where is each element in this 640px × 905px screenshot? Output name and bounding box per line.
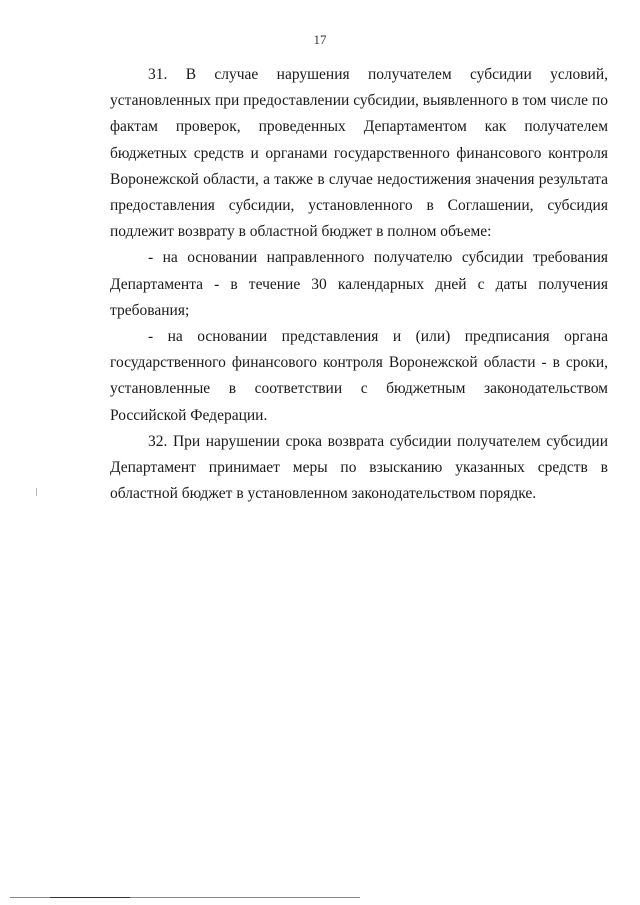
footer-rule-dark <box>50 897 130 898</box>
paragraph-clause-31: 31. В случае нарушения получателем субсидии условий, установленных при предоставлении субсидии, выявленного в том числе по фактам проверок, проведенных Департаментом как получателем бюджетных средств и органами государственного финансового контроля Воронежской области, а также в случае недостижения значения результата предоставления субсидии, установленного в Соглашении, субсидия подлежит возврату в областной бюджет в полном объеме: <box>110 66 608 241</box>
scan-mark <box>36 488 37 496</box>
document-body <box>110 62 608 507</box>
page-number: 17 <box>313 32 327 47</box>
paragraph-clause-32: 32. При нарушении срока возврата субсидии получателем субсидии Департамент принимает меры по взысканию указанных средств в областной бюджет в установленном законодательством порядке. <box>110 432 608 503</box>
list-item-clause-31-2: - на основании представления и (или) предписания органа государственного финансового контроля Воронежской области - в сроки, установленные в соответствии с бюджетным законодательством Российской Федерации. <box>110 328 608 424</box>
list-item-clause-31-1: - на основании направленного получателю субсидии требования Департамента - в течение 30 календарных дней с даты получения требования; <box>110 249 608 319</box>
